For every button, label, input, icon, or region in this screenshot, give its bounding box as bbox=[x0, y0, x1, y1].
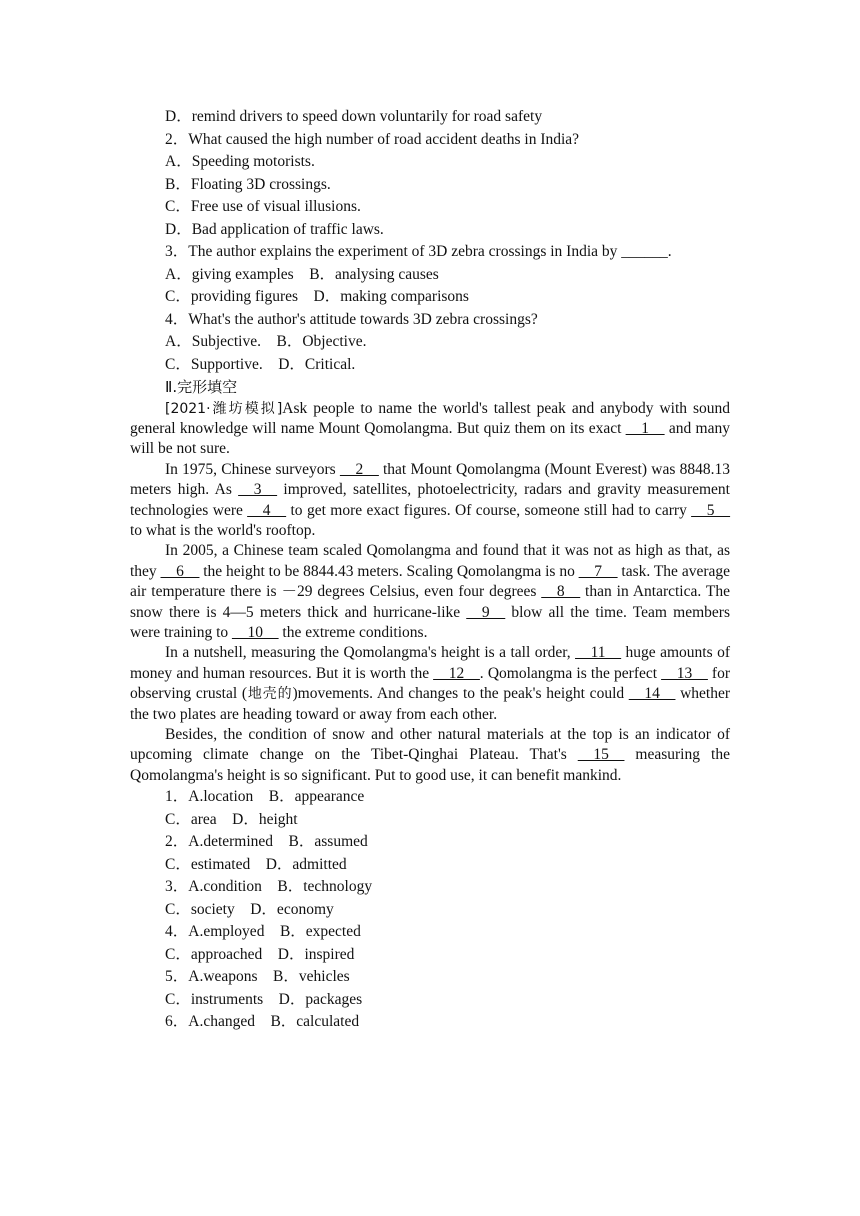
blank-12: __12__ bbox=[433, 664, 480, 682]
option-line: C．approached D．inspired bbox=[165, 945, 355, 963]
blank-11: __11__ bbox=[575, 644, 622, 662]
question-line: D．Bad application of traffic laws. bbox=[165, 220, 384, 238]
blank-2: __2__ bbox=[339, 460, 379, 478]
passage-paragraph-3: In 2005, a Chinese team scaled Qomolangma and found that it was not as high as that, as they __6__ the height to be 8844.43 meters. Scaling Qomolangma is no __7__ task. The average air temperature there is －29 degrees Celsius, even four degrees __8__ than in Antarctica. The snow there is 4—5 meters thick and hurricane-like __9__ blow all the time. Team members were training to __10__ the extreme conditions. bbox=[130, 542, 731, 641]
question-line: 3．The author explains the experiment of 3D zebra crossings in India by ______. bbox=[165, 243, 672, 260]
option-line: C．estimated D．admitted bbox=[165, 855, 347, 873]
blank-4: __4__ bbox=[247, 501, 287, 519]
option-line: 6．A.changed B．calculated bbox=[165, 1013, 360, 1031]
blank-9: __9__ bbox=[466, 603, 506, 621]
question-line: D．remind drivers to speed down voluntarily for road safety bbox=[165, 108, 543, 125]
blank-5: __5__ bbox=[691, 501, 730, 519]
question-line: A．Subjective. B．Objective. bbox=[165, 333, 367, 350]
question-line: 2．What caused the high number of road accident deaths in India? bbox=[165, 130, 580, 148]
question-line: A．giving examples B．analysing causes bbox=[165, 265, 439, 283]
blank-10: __10__ bbox=[232, 623, 279, 641]
page-content bbox=[130, 106, 730, 1034]
passage-paragraph-2: In 1975, Chinese surveyors __2__ that Mount Qomolangma (Mount Everest) was 8848.13 meters high. As __3__ improved, satellites, photoelectricity, radars and gravity measurement technologies were __4__ to get more exact figures. Of course, someone still had to carry __5__ to what is the world's rooftop. bbox=[130, 460, 730, 539]
blank-14: __14__ bbox=[628, 685, 676, 703]
blank-3: __3__ bbox=[238, 481, 278, 499]
blank-6: __6__ bbox=[160, 562, 200, 580]
blank-7: __7__ bbox=[578, 562, 618, 580]
section-title: Ⅱ.完形填空 bbox=[165, 378, 238, 396]
option-line: 4．A.employed B．expected bbox=[165, 923, 361, 941]
reading-questions bbox=[130, 106, 730, 376]
option-line: C．instruments D．packages bbox=[165, 990, 363, 1008]
option-line: C．society D．economy bbox=[165, 900, 334, 918]
cloze-passage bbox=[130, 399, 730, 787]
blank-13: __13__ bbox=[661, 664, 708, 682]
blank-8: __8__ bbox=[541, 583, 581, 601]
question-line: C．Free use of visual illusions. bbox=[165, 198, 361, 215]
question-line: 4．What's the author's attitude towards 3D zebra crossings? bbox=[165, 310, 538, 328]
question-line: B．Floating 3D crossings. bbox=[165, 175, 331, 193]
option-line: 5．A.weapons B．vehicles bbox=[165, 968, 350, 986]
question-line: A．Speeding motorists. bbox=[165, 153, 315, 170]
question-line: C．Supportive. D．Critical. bbox=[165, 355, 356, 373]
option-line: 2．A.determined B．assumed bbox=[165, 833, 368, 851]
blank-1: __1__ bbox=[625, 419, 665, 437]
cloze-options bbox=[130, 786, 730, 1034]
question-line: C．providing figures D．making comparisons bbox=[165, 288, 469, 305]
option-line: 3．A.condition B．technology bbox=[165, 878, 373, 896]
passage-paragraph-5: Besides, the condition of snow and other natural materials at the top is an indicator of upcoming climate change on the Tibet-Qinghai Plateau. That's __15__ measuring the Qomolangma's height is so significant. Put to good use, it can benefit mankind. bbox=[130, 726, 730, 784]
passage-paragraph-4: In a nutshell, measuring the Qomolangma's height is a tall order, __11__ huge amounts of money and human resources. But it is worth the __12__. Qomolangma is the perfect __13__ for observing crustal (地壳的)movements. And changes to the peak's height could __14__ whether the two plates are heading toward or away from each other. bbox=[130, 644, 731, 723]
option-line: 1．A.location B．appearance bbox=[165, 788, 365, 806]
chinese-gloss: 地壳的 bbox=[247, 686, 293, 703]
blank-15: __15__ bbox=[577, 746, 625, 764]
option-line: C．area D．height bbox=[165, 810, 298, 828]
passage-paragraph-1: [2021·潍坊模拟]Ask people to name the world's tallest peak and anybody with sound general knowledge will name Mount Qomolangma. But quiz them on its exact __1__ and many will be not sure. bbox=[130, 399, 730, 458]
source-label: [2021·潍坊模拟] bbox=[165, 400, 283, 417]
